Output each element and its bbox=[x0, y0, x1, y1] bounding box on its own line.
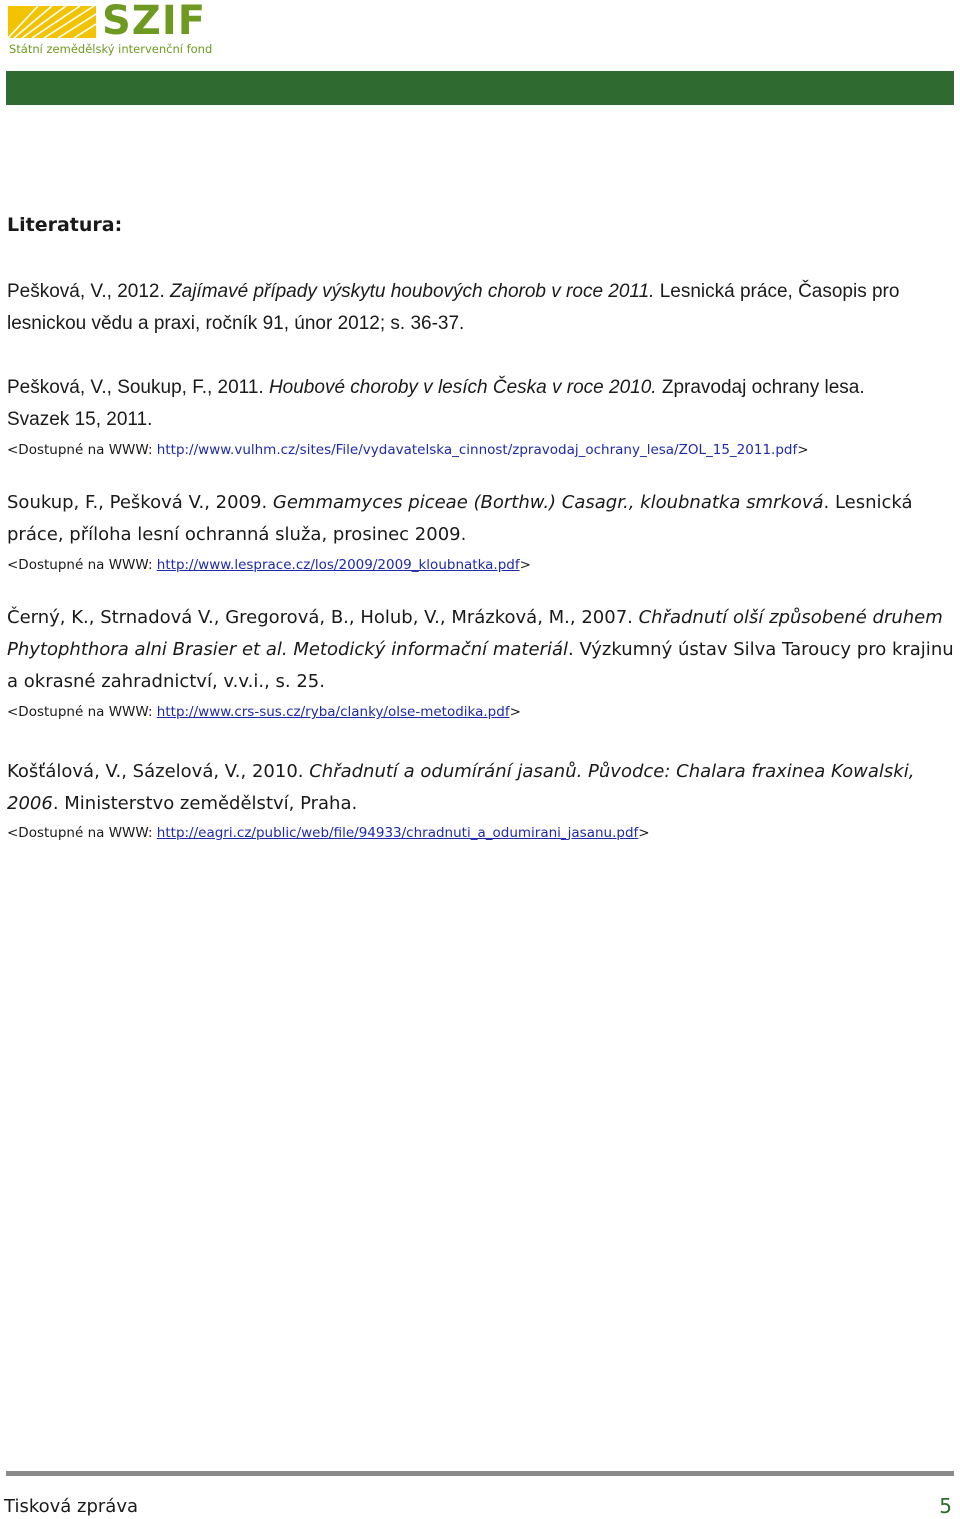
reference-4-link[interactable]: http://www.crs-sus.cz/ryba/clanky/olse-metodika.pdf bbox=[156, 704, 510, 720]
reference-1: Pešková, V., 2012. Zajímavé případy výskytu houbových chorob v roce 2011. Lesnická práce, Časopis pro lesnickou vědu a praxi, ročník 91, únor 2012; s. 36-37. bbox=[7, 281, 900, 334]
szif-logo-mark-icon bbox=[8, 6, 96, 38]
reference-5-link[interactable]: http://eagri.cz/public/web/file/94933/chradnuti_a_odumirani_jasanu.pdf bbox=[156, 825, 639, 841]
reference-5-source: <Dostupné na WWW: http://eagri.cz/public/web/file/94933/chradnuti_a_odumirani_jasanu.pdf> bbox=[7, 825, 650, 841]
footer-label: Tisková zpráva bbox=[4, 1496, 139, 1517]
reference-2-source: <Dostupné na WWW: http://www.vulhm.cz/sites/File/vydavatelska_cinnost/zpravodaj_ochrany_lesa/ZOL_15_2011.pdf> bbox=[7, 442, 809, 458]
reference-2-link[interactable]: http://www.vulhm.cz/sites/File/vydavatelska_cinnost/zpravodaj_ochrany_lesa/ZOL_15_2011.pdf bbox=[156, 442, 798, 458]
section-heading: Literatura: bbox=[7, 214, 123, 236]
page-number: 5 bbox=[939, 1494, 952, 1518]
footer-divider bbox=[6, 1471, 954, 1476]
reference-3-link[interactable]: http://www.lesprace.cz/los/2009/2009_kloubnatka.pdf bbox=[156, 557, 520, 573]
reference-4: Černý, K., Strnadová V., Gregorová, B., Holub, V., Mrázková, M., 2007. Chřadnutí olší způsobené druhem Phytophthora alni Brasier et al. Metodický informační materiál. Výzkumný ústav Silva Taroucy pro krajinu a okrasné zahradnictví, v.v.i., s. 25. bbox=[7, 607, 954, 692]
szif-logo bbox=[8, 0, 213, 56]
reference-2: Pešková, V., Soukup, F., 2011. Houbové choroby v lesích Česka v roce 2010. Zpravodaj ochrany lesa. Svazek 15, 2011. bbox=[7, 377, 865, 430]
reference-3-source: <Dostupné na WWW: http://www.lesprace.cz/los/2009/2009_kloubnatka.pdf> bbox=[7, 557, 531, 573]
logo-text: SZIF bbox=[102, 0, 207, 44]
header-bar bbox=[6, 71, 954, 105]
reference-4-source: <Dostupné na WWW: http://www.crs-sus.cz/ryba/clanky/olse-metodika.pdf> bbox=[7, 704, 521, 720]
logo-subtitle: Státní zemědělský intervenční fond bbox=[9, 42, 213, 56]
reference-3: Soukup, F., Pešková V., 2009. Gemmamyces piceae (Borthw.) Casagr., kloubnatka smrková. Lesnická práce, příloha lesní ochranná služa, prosinec 2009. bbox=[7, 492, 913, 545]
reference-5: Košťálová, V., Sázelová, V., 2010. Chřadnutí a odumírání jasanů. Původce: Chalara fraxinea Kowalski, 2006. Ministerstvo zemědělství, Praha. bbox=[7, 761, 915, 814]
